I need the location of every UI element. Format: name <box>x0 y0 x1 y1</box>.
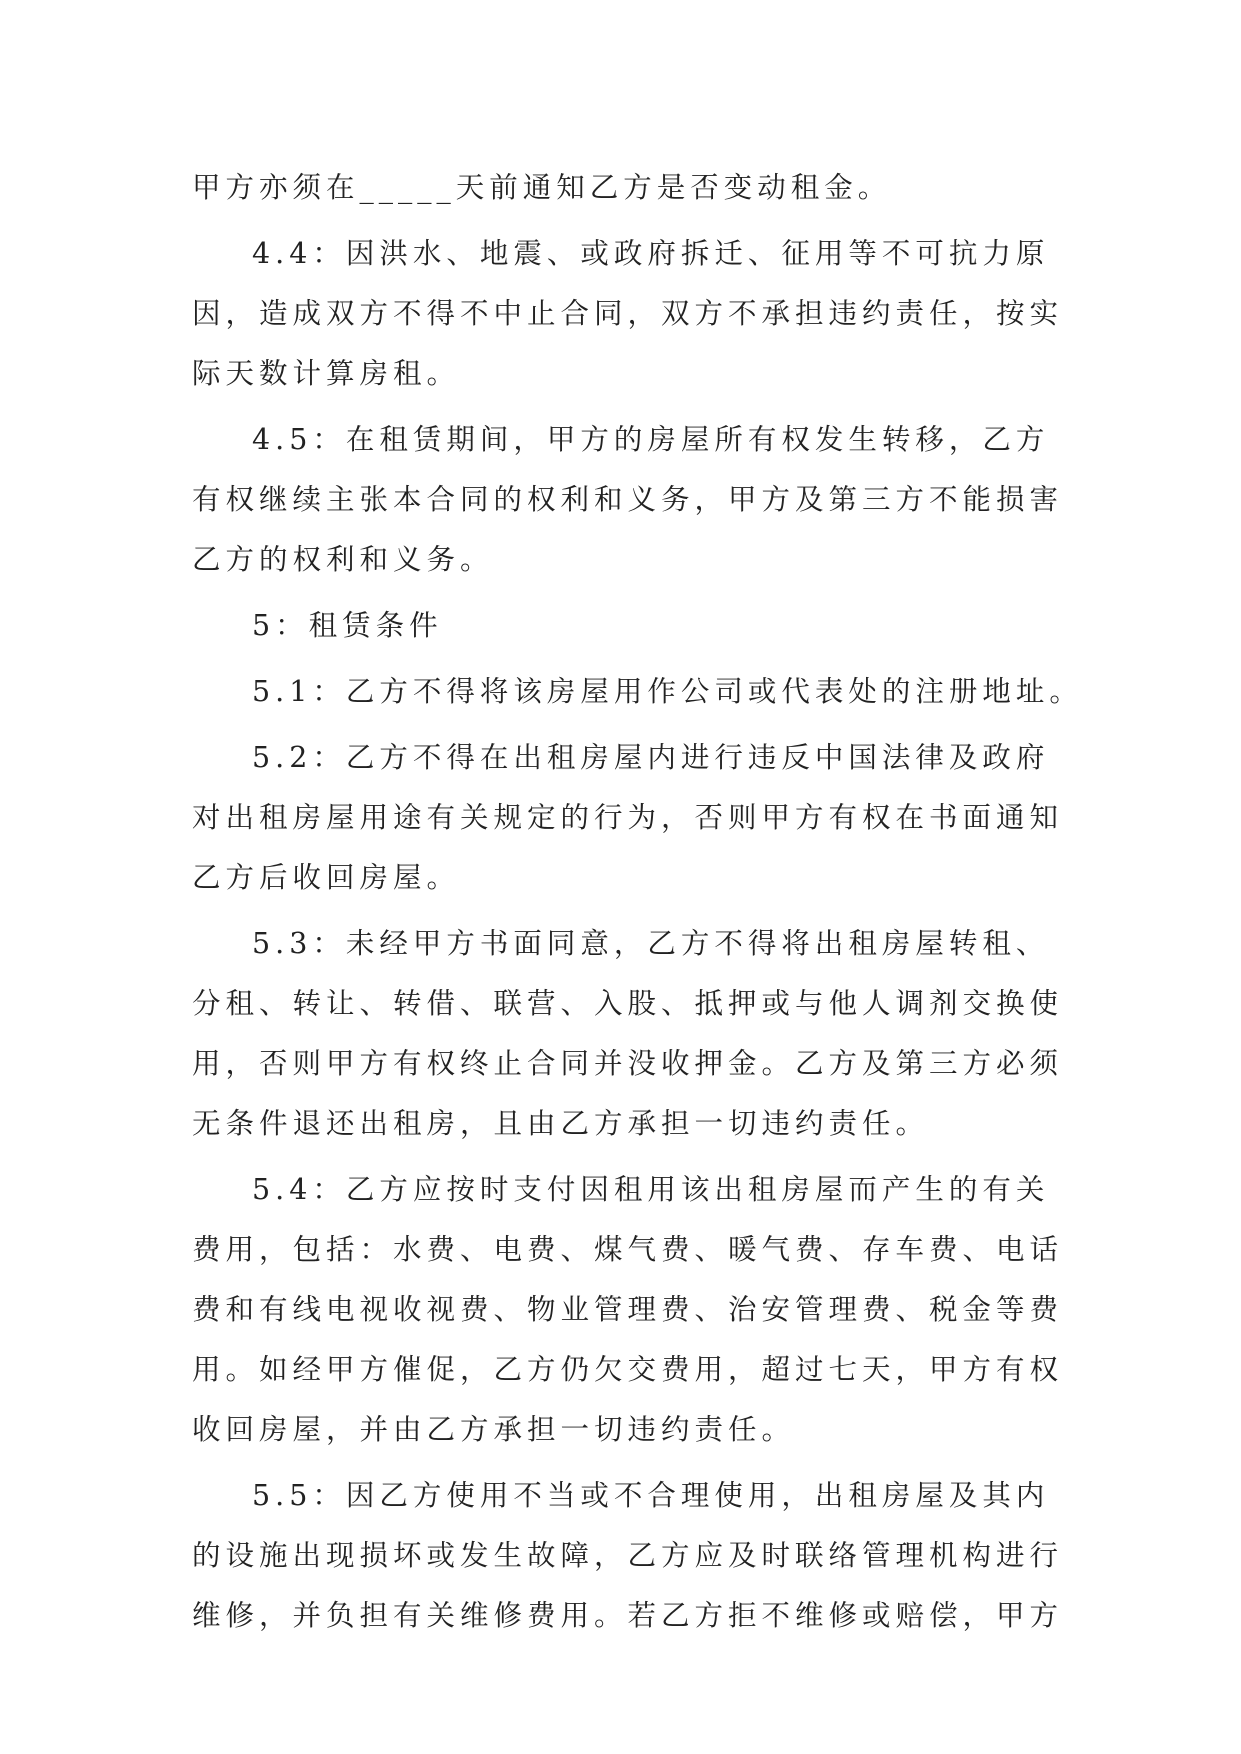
text-line: 甲方亦须在_____天前通知乙方是否变动租金。 <box>192 171 892 204</box>
text-line: 际天数计算房租。 <box>192 357 461 390</box>
clause-5-1: 5.1：乙方不得将该房屋用作公司或代表处的注册地址。 <box>252 675 1083 708</box>
text-line: 分租、转让、转借、联营、入股、抵押或与他人调剂交换使 <box>192 987 1064 1020</box>
clause-5-5: 5.5：因乙方使用不当或不合理使用，出租房屋及其内 <box>252 1479 1050 1512</box>
text-line: 乙方后收回房屋。 <box>192 861 461 894</box>
text-line: 无条件退还出租房，且由乙方承担一切违约责任。 <box>192 1107 930 1140</box>
clause-5-3: 5.3：未经甲方书面同意，乙方不得将出租房屋转租、 <box>252 927 1050 960</box>
document-body <box>192 158 1083 1646</box>
text-line: 维修，并负担有关维修费用。若乙方拒不维修或赔偿，甲方 <box>192 1599 1064 1632</box>
text-line: 费用，包括：水费、电费、煤气费、暖气费、存车费、电话 <box>192 1233 1064 1266</box>
section-5-heading: 5：租赁条件 <box>252 609 443 642</box>
text-line: 的设施出现损坏或发生故障，乙方应及时联络管理机构进行 <box>192 1539 1064 1572</box>
clause-5-4: 5.4：乙方应按时支付因租用该出租房屋而产生的有关 <box>252 1173 1050 1206</box>
text-line: 有权继续主张本合同的权利和义务，甲方及第三方不能损害 <box>192 483 1064 516</box>
clause-4-4: 4.4：因洪水、地震、或政府拆迁、征用等不可抗力原 <box>252 237 1050 270</box>
text-line: 收回房屋，并由乙方承担一切违约责任。 <box>192 1413 796 1446</box>
clause-5-2: 5.2：乙方不得在出租房屋内进行违反中国法律及政府 <box>252 741 1050 774</box>
text-line: 用。如经甲方催促，乙方仍欠交费用，超过七天，甲方有权 <box>192 1353 1064 1386</box>
text-line: 用，否则甲方有权终止合同并没收押金。乙方及第三方必须 <box>192 1047 1064 1080</box>
text-line: 对出租房屋用途有关规定的行为，否则甲方有权在书面通知 <box>192 801 1064 834</box>
text-line: 因，造成双方不得不中止合同，双方不承担违约责任，按实 <box>192 297 1064 330</box>
text-line: 费和有线电视收视费、物业管理费、治安管理费、税金等费 <box>192 1293 1064 1326</box>
clause-4-5: 4.5：在租赁期间，甲方的房屋所有权发生转移，乙方 <box>252 423 1050 456</box>
text-line: 乙方的权利和义务。 <box>192 543 494 576</box>
